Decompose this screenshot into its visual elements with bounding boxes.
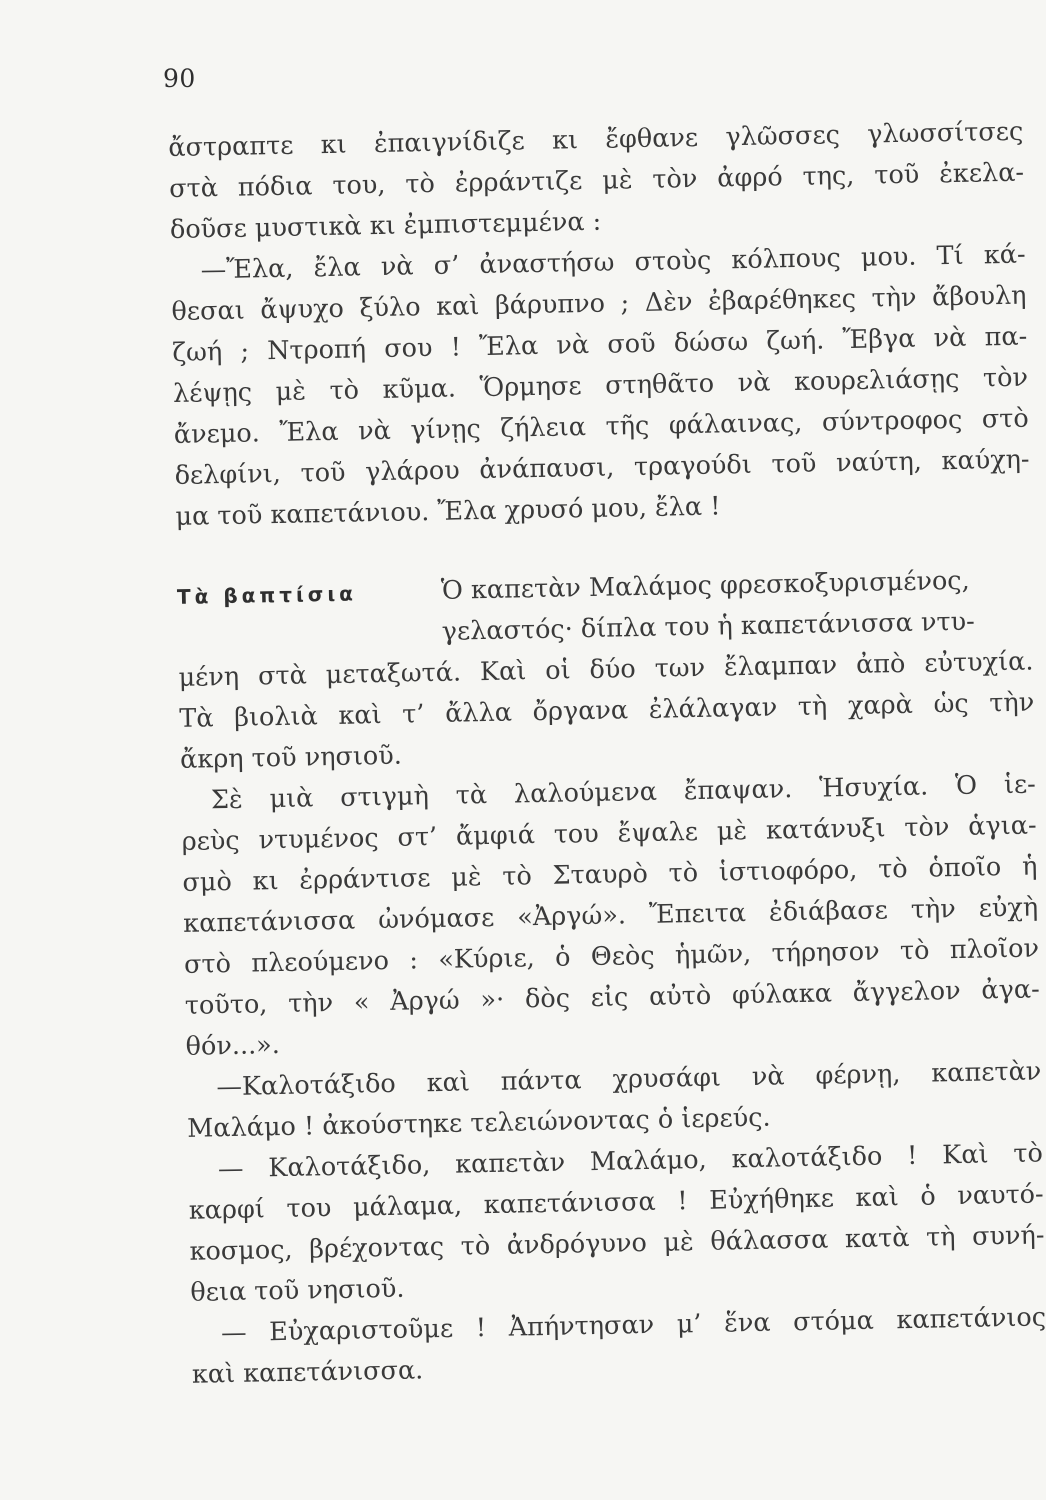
- text-line: Ὁ καπετὰν Μαλάμος φρεσκοξυρισμένος,: [440, 565, 970, 606]
- text-line: Μαλάμο ! ἀκούστηκε τελειώνοντας ὁ ἱερεύς.: [186, 1102, 771, 1144]
- text-line: μένη στὰ μεταξωτά. Καὶ οἱ δύο των ἔλαμπαν ἀπὸ εὐτυχία.: [178, 646, 1034, 693]
- text-line: ἄστραπτε κι ἐπαιγνίδιζε κι ἔφθανε γλῶσσες γλωσσίτσες: [168, 116, 1024, 163]
- text-line: θεσαι ἄψυχο ξύλο καὶ βάρυπνο ; Δὲν ἐβαρέθηκες τὴν ἄβουλη: [171, 280, 1027, 327]
- text-line: ρεὺς ντυμένος στ’ ἄμφιά του ἔψαλε μὲ κατάνυξι τὸν ἁγια-: [181, 810, 1037, 857]
- text-line: θεια τοῦ νησιοῦ.: [190, 1273, 405, 1308]
- text-line: καὶ καπετάνισσα.: [191, 1355, 424, 1390]
- page-number: 90: [163, 64, 196, 93]
- text-line: ἄνεμο. Ἔλα νὰ γίνῃς ζήλεια τῆς φάλαινας, σύντροφος στὸ: [173, 403, 1030, 450]
- text-line: δελφίνι, τοῦ γλάρου ἀνάπαυσι, τραγούδι τοῦ ναύτη, καύχη-: [174, 444, 1030, 491]
- text-line: τοῦτο, τὴν « Ἀργώ »· δὸς εἰς αὐτὸ φύλακα ἄγγελον ἀγα-: [184, 974, 1040, 1021]
- text-line: μα τοῦ καπετάνιου. Ἔλα χρυσό μου, ἔλα !: [175, 491, 721, 532]
- text-line: ἄκρη τοῦ νησιοῦ.: [179, 740, 403, 775]
- text-line: Σὲ μιὰ στιγμὴ τὰ λαλούμενα ἔπαψαν. Ἡσυχία. Ὁ ἱε-: [210, 769, 1037, 816]
- text-line: δοῦσε μυστικὰ κι ἐμπιστεμμένα :: [169, 206, 602, 245]
- text-line: σμὸ κι ἐρράντισε μὲ τὸ Σταυρὸ τὸ ἱστιοφόρο, τὸ ὁποῖο ἡ: [182, 851, 1038, 898]
- page-text: [168, 112, 1046, 1396]
- text-line: κοσμος, βρέχοντας τὸ ἀνδρόγυνο μὲ θάλασσα κατὰ τὴ συνή-: [189, 1220, 1045, 1267]
- text-line: —Ἔλα, ἔλα νὰ σ’ ἀναστήσω στοὺς κόλπους μου. Τί κά-: [200, 239, 1026, 286]
- text-line: θόν...».: [185, 1030, 281, 1062]
- text-line: Τὰ βιολιὰ καὶ τ’ ἄλλα ὄργανα ἐλάλαγαν τὴ χαρὰ ὡς τὴν: [179, 687, 1035, 734]
- text-line: καπετάνισσα ὠνόμασε «Ἀργώ». Ἔπειτα ἐδιάβασε τὴν εὐχὴ: [182, 892, 1039, 939]
- text-line: γελαστός· δίπλα του ἡ καπετάνισσα ντυ-: [441, 606, 975, 647]
- text-line: λέψῃς μὲ τὸ κῦμα. Ὅρμησε στηθᾶτο νὰ κουρελιάσῃς τὸν: [172, 362, 1029, 409]
- text-line: στὸ πλεούμενο : «Κύριε, ὁ Θεὸς ἡμῶν, τήρησον τὸ πλοῖον: [183, 933, 1040, 980]
- text-line: —Καλοτάξιδο καὶ πάντα χρυσάφι νὰ φέρνῃ, καπετὰν: [216, 1056, 1042, 1103]
- section-heading: Τὰ βαπτίσια: [176, 581, 358, 609]
- text-line: — Καλοτάξιδο, καπετὰν Μαλάμο, καλοτάξιδο ! Καὶ τὸ: [217, 1138, 1044, 1185]
- text-line: ζωή ; Ντροπή σου ! Ἔλα νὰ σοῦ δώσω ζωή. Ἔβγα νὰ πα-: [172, 321, 1028, 368]
- text-line: καρφί του μάλαμα, καπετάνισσα ! Εὐχήθηκε καὶ ὁ ναυτό-: [188, 1179, 1044, 1226]
- text-line: — Εὐχαριστοῦμε ! Ἀπήντησαν μ’ ἕνα στόμα καπετάνιος: [220, 1302, 1046, 1349]
- text-line: στὰ πόδια του, τὸ ἐρράντιζε μὲ τὸν ἀφρό της, τοῦ ἐκελα-: [168, 157, 1025, 204]
